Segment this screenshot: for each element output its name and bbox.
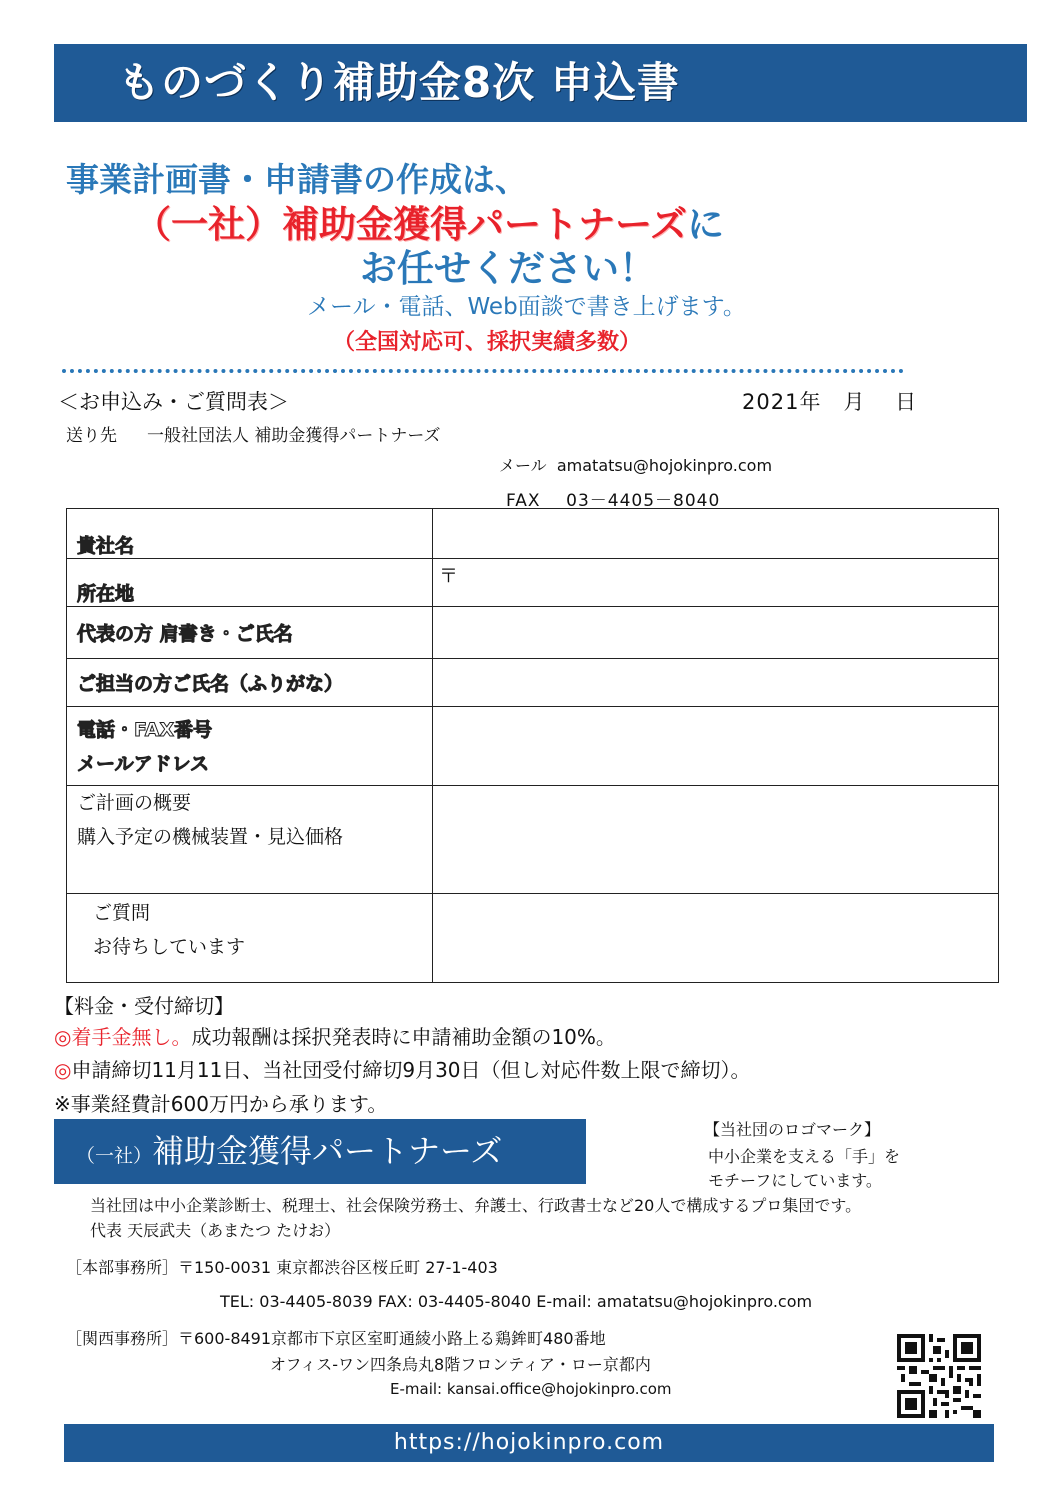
hero-line-4: メール・電話、Web面談で書き上げます。: [307, 294, 746, 320]
address-field[interactable]: [433, 559, 999, 607]
table-row: [67, 559, 999, 607]
phone-fax-label: 電話・FAX番号: [77, 719, 213, 741]
fax-label: FAX: [506, 491, 541, 511]
plan-field[interactable]: [433, 786, 999, 894]
form-heading: ＜お申込み・ご質問表＞: [58, 390, 289, 414]
hero-particle: に: [687, 203, 725, 246]
website-url-link[interactable]: https://hojokinpro.com: [64, 1424, 994, 1462]
org-prefix: （一社）: [76, 1145, 153, 1167]
hero-line-5: （全国対応可、採択実績多数）: [333, 330, 642, 355]
kansai-address: ［関西事務所］〒600-8491京都市下京区室町通綾小路上る鶏鉾町480番地: [66, 1329, 606, 1348]
page-title: ものづくり補助金8次 申込書: [54, 44, 1027, 122]
representative-label: 代表の方 肩書き・ご氏名: [77, 623, 293, 645]
logo-note-line-2: モチーフにしています。: [708, 1171, 882, 1190]
qr-code-icon[interactable]: [897, 1334, 981, 1418]
company-field[interactable]: [433, 509, 999, 559]
fee-line-2: [54, 1054, 751, 1083]
logo-note-line-1: 中小企業を支える「手」を: [708, 1147, 901, 1166]
table-row: [67, 707, 999, 786]
fax-number: 03－4405－8040: [566, 491, 721, 511]
no-upfront-fee: ◎着手金無し。: [54, 1025, 192, 1049]
org-description: 当社団は中小企業診断士、税理士、社会保険労務士、弁護士、行政書士など20人で構成するプロ集団です。: [90, 1196, 862, 1215]
success-fee: 成功報酬は採択発表時に申請補助金額の10%。: [191, 1025, 616, 1049]
postal-mark: 〒: [439, 565, 459, 587]
hero-line-1: 事業計画書・申請書の作成は、: [66, 160, 528, 199]
contact-person-label: ご担当の方ご氏名（ふりがな）: [77, 673, 344, 695]
email-label: メールアドレス: [77, 753, 210, 775]
plan-label: ご計画の概要: [77, 792, 192, 814]
kansai-building: オフィス-ワン四条烏丸8階フロンティア・ロー京都内: [270, 1355, 651, 1374]
org-banner: [54, 1119, 586, 1184]
send-to: [66, 421, 441, 446]
hero-line-3: お任せください！: [360, 247, 656, 290]
send-to-name: 一般社団法人 補助金獲得パートナーズ: [147, 426, 441, 446]
deadline-mark: ◎: [54, 1058, 72, 1082]
table-row: [67, 607, 999, 659]
dotted-divider: [62, 369, 904, 373]
table-row: [67, 509, 999, 559]
fee-line-3: ※事業経費計600万円から承ります。: [54, 1092, 388, 1116]
kansai-email: E-mail: kansai.office@hojokinpro.com: [390, 1380, 672, 1398]
representative-field[interactable]: [433, 607, 999, 659]
contact-person-field[interactable]: [433, 659, 999, 707]
logo-note-title: 【当社団のロゴマーク】: [704, 1120, 881, 1139]
table-row: [67, 894, 999, 983]
fee-line-1: [54, 1021, 616, 1050]
application-table: [66, 508, 999, 983]
form-date: 2021年 月 日: [742, 390, 918, 414]
address-label: 所在地: [77, 583, 135, 605]
table-row: [67, 786, 999, 894]
phone-email-field[interactable]: [433, 707, 999, 786]
org-representative: 代表 天辰武夫（あまたつ たけお）: [90, 1221, 341, 1240]
fees-title: 【料金・受付締切】: [54, 994, 234, 1018]
mail-label: メール: [499, 456, 547, 475]
send-to-label: 送り先: [66, 426, 117, 446]
mail-line: [499, 453, 772, 476]
org-name: 補助金獲得パートナーズ: [152, 1132, 503, 1170]
mail-address-link[interactable]: amatatsu@hojokinpro.com: [556, 456, 773, 475]
equipment-label: 購入予定の機械装置・見込価格: [77, 826, 344, 848]
company-label: 貴社名: [77, 535, 135, 557]
hero-org-name: （一社）補助金獲得パートナーズ: [134, 203, 688, 246]
table-row: [67, 659, 999, 707]
hq-address: ［本部事務所］〒150-0031 東京都渋谷区桜丘町 27-1-403: [66, 1258, 498, 1277]
hq-contacts: TEL: 03-4405-8039 FAX: 03-4405-8040 E-mail: amatatsu@hojokinpro.com: [220, 1292, 813, 1311]
deadline-text: 申請締切11月11日、当社団受付締切9月30日（但し対応件数上限で締切）。: [71, 1058, 751, 1082]
question-label: ご質問: [93, 902, 151, 924]
question-note: お待ちしています: [93, 936, 246, 958]
question-field[interactable]: [433, 894, 999, 983]
